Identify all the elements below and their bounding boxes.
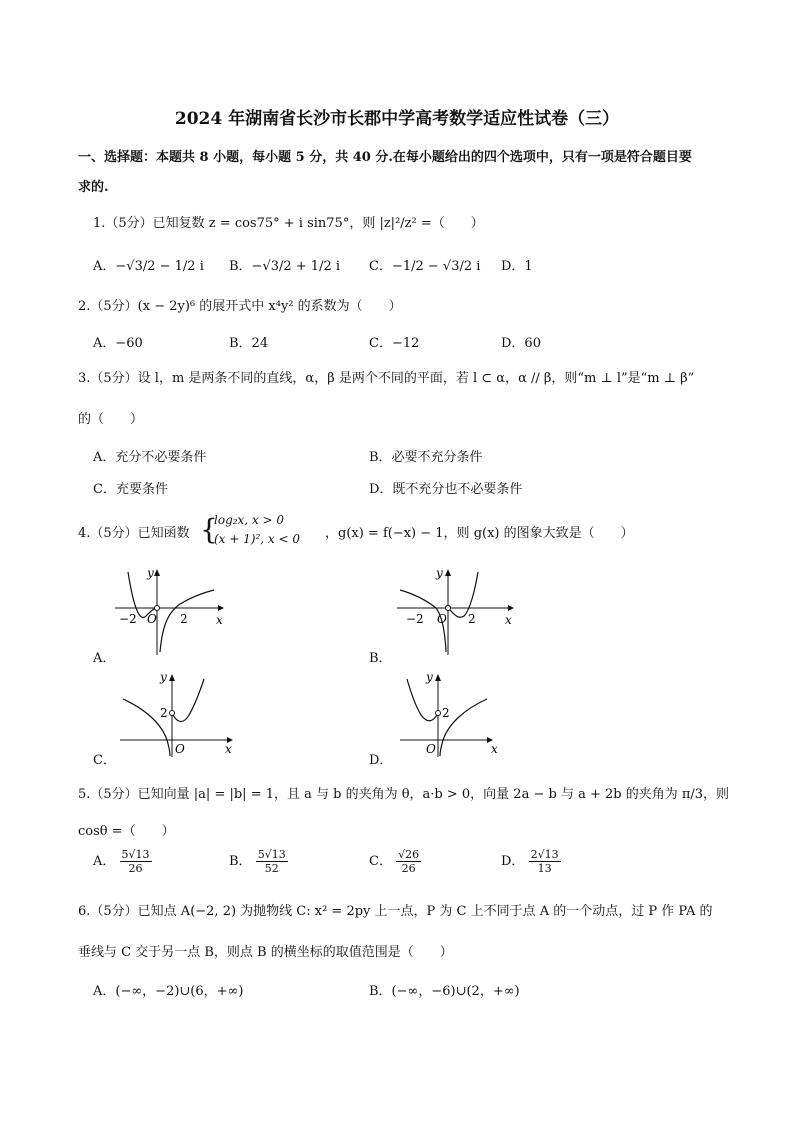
tick-label-2: 2 xyxy=(442,706,450,720)
q2-option-a: A．−60 xyxy=(93,336,143,351)
origin-label: O xyxy=(175,742,185,756)
y-arrow xyxy=(154,569,160,576)
y-label: y xyxy=(147,566,154,580)
q6-option-a: A．(−∞，−2)∪(6，+∞) xyxy=(93,984,244,999)
origin-label: O xyxy=(437,612,447,626)
x-label: x xyxy=(505,613,512,627)
curve-right xyxy=(172,679,204,722)
q4-graph-b xyxy=(392,560,517,660)
denominator: 26 xyxy=(128,862,143,875)
q6-stem-line1: 6.（5分）已知点 A(−2, 2) 为抛物线 C: x² = 2py 上一点，P 为 C 上不同于点 A 的一个动点，过 P 作 PA 的 xyxy=(78,904,713,919)
q1-option-b: B．−√3/2 + 1/2 i xyxy=(229,259,341,274)
y-label: y xyxy=(160,670,167,684)
open-point xyxy=(436,711,441,716)
fraction xyxy=(529,848,561,875)
tick-label-neg2: −2 xyxy=(119,612,137,626)
q2-option-d: D．60 xyxy=(501,336,541,351)
denominator: 52 xyxy=(264,862,279,875)
q4-option-c: C． xyxy=(93,753,116,768)
origin-label: O xyxy=(147,612,157,626)
q5-option-b xyxy=(229,848,288,875)
open-point xyxy=(446,606,451,611)
curve-right xyxy=(448,572,478,617)
option-letter: D． xyxy=(501,854,525,869)
y-label: y xyxy=(426,670,433,684)
q4-option-b: B． xyxy=(369,651,392,666)
q6-option-b: B．(−∞，−6)∪(2，+∞) xyxy=(369,984,520,999)
tick-label-2: 2 xyxy=(468,612,476,626)
q3-option-c: C．充要条件 xyxy=(93,482,168,497)
option-letter: A． xyxy=(93,854,116,869)
x-arrow xyxy=(218,605,224,611)
q4-graph-d xyxy=(395,665,520,760)
denominator: 26 xyxy=(401,862,416,875)
q4-graph-a xyxy=(110,560,230,660)
q2-stem: 2.（5分）(x − 2y)⁶ 的展开式中 x⁴y² 的系数为（ ） xyxy=(78,299,402,314)
q2-option-c: C．−12 xyxy=(369,336,420,351)
q3-stem-line1: 3.（5分）设 l，m 是两条不同的直线，α，β 是两个不同的平面，若 l ⊂ α，α // β，则“m ⊥ l”是“m ⊥ β” xyxy=(78,371,695,386)
fraction xyxy=(396,848,421,875)
q5-option-c xyxy=(369,848,421,875)
q6-stem-line2: 垂线与 C 交于另一点 B，则点 B 的横坐标的取值范围是（ ） xyxy=(78,945,453,960)
q3-option-a: A．充分不必要条件 xyxy=(93,450,207,465)
open-point xyxy=(155,606,160,611)
q3-option-b: B．必要不充分条件 xyxy=(369,450,483,465)
origin-label: O xyxy=(426,742,436,756)
y-label: y xyxy=(436,566,443,580)
tick-label-2: 2 xyxy=(180,612,188,626)
q1-option-d: D．1 xyxy=(501,259,533,274)
q2-option-b: B．24 xyxy=(229,336,269,351)
curve-left xyxy=(407,679,438,721)
q3-option-d: D．既不充分也不必要条件 xyxy=(369,482,523,497)
option-letter: C． xyxy=(369,854,392,869)
q4-option-a: A． xyxy=(93,651,116,666)
tick-label-neg2: −2 xyxy=(406,612,424,626)
section-heading-line1: 一、选择题：本题共 8 小题，每小题 5 分，共 40 分.在每小题给出的四个选项中，只有一项是符合题目要 xyxy=(78,150,692,165)
q3-stem-line2: 的（ ） xyxy=(78,412,144,427)
numerator: √26 xyxy=(398,848,420,861)
numerator: 5√13 xyxy=(121,848,150,861)
q5-option-d xyxy=(501,848,561,875)
q4-graph-c xyxy=(115,665,240,760)
fraction xyxy=(256,848,288,875)
q4-option-d: D． xyxy=(369,753,393,768)
y-arrow xyxy=(169,674,175,681)
q5-option-a xyxy=(93,848,152,875)
q1-option-a: A．−√3/2 − 1/2 i xyxy=(93,259,204,274)
denominator: 13 xyxy=(537,862,552,875)
x-arrow xyxy=(508,605,514,611)
x-label: x xyxy=(216,613,223,627)
q5-stem-line2: cosθ =（ ） xyxy=(78,824,175,839)
y-arrow xyxy=(435,674,441,681)
brace-glyph: { xyxy=(200,513,218,546)
q1-option-c: C．−1/2 − √3/2 i xyxy=(369,259,481,274)
page-title: 2024 年湖南省长沙市长郡中学高考数学适应性试卷（三） xyxy=(174,109,620,129)
open-point xyxy=(170,711,175,716)
fraction xyxy=(120,848,152,875)
section-heading-line2: 求的. xyxy=(78,180,109,195)
x-label: x xyxy=(491,742,498,756)
q1-stem: 1.（5分）已知复数 z = cos75° + i sin75°，则 |z|²/z² =（ ） xyxy=(93,216,484,231)
q4-piece2: (x + 1)², x < 0 xyxy=(214,532,300,546)
q4-stem-post: ，g(x) = f(−x) − 1，则 g(x) 的图象大致是（ ） xyxy=(325,526,634,541)
q4-stem-pre: 4.（5分）已知函数 xyxy=(78,526,190,541)
numerator: 2√13 xyxy=(530,848,559,861)
q4-piece1: log₂x, x > 0 xyxy=(214,513,285,527)
numerator: 5√13 xyxy=(257,848,286,861)
tick-label-2: 2 xyxy=(160,706,168,720)
option-letter: B． xyxy=(229,854,252,869)
y-arrow xyxy=(445,569,451,576)
q5-stem-line1: 5.（5分）已知向量 |a| = |b| = 1，且 a 与 b 的夹角为 θ，a·b > 0，向量 2a − b 与 a + 2b 的夹角为 π/3，则 xyxy=(78,787,730,802)
x-label: x xyxy=(225,742,232,756)
